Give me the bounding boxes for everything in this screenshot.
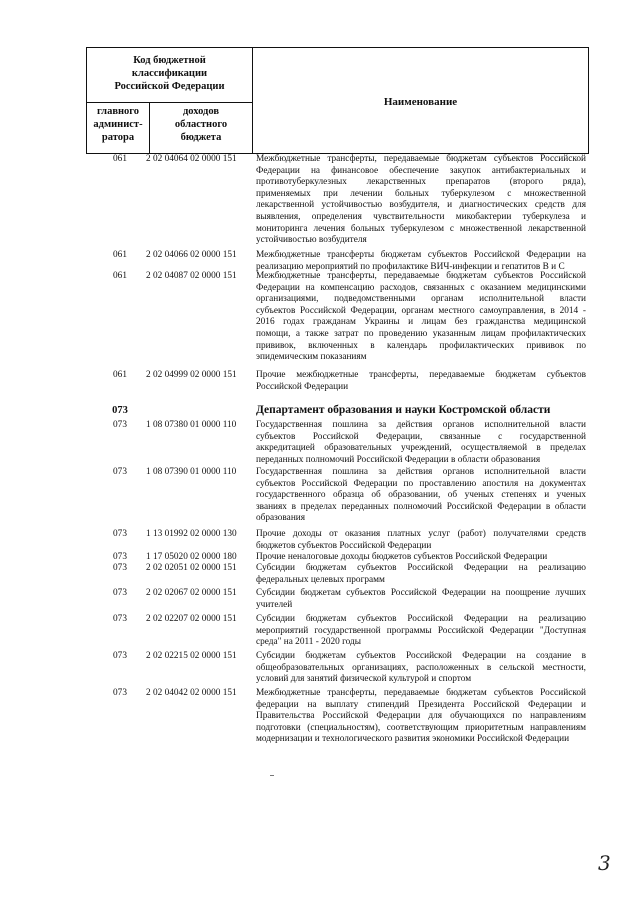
page-number: 3 (598, 851, 611, 875)
name-line: образования (256, 513, 306, 524)
admin-code: 061 (113, 154, 127, 164)
admin-code: 073 (113, 563, 127, 573)
name-line: Прочие неналоговые доходы бюджетов субъектов Российской Федерации (256, 552, 548, 562)
budget-code: 2 02 02067 02 0000 151 (146, 588, 237, 598)
income-name (256, 250, 586, 273)
name-line: Субсидии бюджетам субъектов Российской Федерации на реализацию (256, 563, 586, 573)
budget-code: 2 02 04042 02 0000 151 (146, 688, 237, 698)
income-name (256, 370, 586, 393)
admin-code: 061 (113, 271, 127, 281)
name-line: среда" на 2011 - 2020 годы (256, 637, 362, 648)
name-line: прививок, включенных в календарь профилактических прививок по (256, 340, 586, 351)
budget-code: 1 13 01992 02 0000 130 (146, 529, 237, 539)
department-name (256, 405, 586, 417)
name-line: субъектов Российской Федерации, органам местного самоуправления, в 2014 - (256, 305, 586, 316)
name-line: помощи, а также затрат по проведению указанным лицам профилактических (256, 328, 586, 339)
name-line: мероприятий государственной программы Российской Федерации "Доступная (256, 625, 586, 636)
name-line: реализацию мероприятий по профилактике ВИЧ-инфекции и гепатитов В и С (256, 261, 565, 272)
name-line: Прочие доходы от оказания платных услуг (работ) получателями средств (256, 529, 586, 539)
name-line: Департамент образования и науки Костромской области (256, 404, 551, 416)
admin-code: 073 (113, 614, 127, 624)
name-line: условий для занятий физической культурой и спортом (256, 674, 472, 685)
income-name (256, 552, 586, 564)
name-line: Правительства Российской Федерации для обучающихся по направлениям (256, 711, 586, 722)
admin-code: 073 (113, 688, 127, 698)
name-line: Субсидии бюджетам субъектов Российской Федерации на создание в (256, 651, 586, 661)
name-line: Межбюджетные трансферты, передаваемые бюджетам субъектов Российской (256, 271, 586, 281)
income-name (256, 154, 586, 247)
name-line: Прочие межбюджетные трансферты, передаваемые бюджетам субъектов (256, 370, 586, 380)
income-name (256, 563, 586, 586)
income-name (256, 420, 586, 466)
name-line: государственного образца об образовании, об ученых степенях и ученых (256, 490, 586, 501)
name-column-header: Наименование (383, 96, 458, 108)
name-line: Субсидии бюджетам субъектов Российской Федерации на поощрение лучших (256, 588, 586, 598)
name-line: подготовки (специальностям), соответствующим приоритетным направлениям (256, 722, 586, 733)
income-column-header: доходов областного бюджета (174, 106, 228, 143)
admin-code: 073 (113, 420, 127, 430)
budget-code: 2 02 04087 02 0000 151 (146, 271, 237, 281)
admin-code: 073 (113, 529, 127, 539)
budget-code: 1 08 07390 01 0000 110 (146, 467, 237, 477)
name-line: федеральных целевых программ (256, 574, 385, 585)
income-name (256, 651, 586, 686)
name-line: федерации на выплату стипендий Президента Российской Федерации и (256, 699, 586, 710)
name-line: выявления, определения чувствительности микобактерии туберкулеза и (256, 211, 586, 222)
name-line: переданных полномочий Российской Федерации в области образования (256, 454, 541, 465)
name-line: Межбюджетные трансферты, передаваемые бюджетам субъектов Российской (256, 154, 586, 164)
budget-code: 2 02 04066 02 0000 151 (146, 250, 237, 260)
name-line: бюджетов субъектов Российской Федерации (256, 540, 432, 551)
admin-code: 073 (113, 651, 127, 661)
name-line: Межбюджетные трансферты, передаваемые бюджетам субъектов Российской (256, 688, 586, 698)
name-line: субъектов Российской Федерации по проставлению апостиля на документах (256, 478, 586, 489)
name-line: эпидемическим показаниям (256, 352, 367, 363)
name-line: Государственная пошлина за действия органов исполнительной власти (256, 467, 586, 477)
income-name (256, 688, 586, 746)
income-name (256, 614, 586, 649)
name-line: Межбюджетные трансферты бюджетам субъектов Российской Федерации на (256, 250, 586, 260)
name-line: Федерации на финансовое обеспечение закупок антибактериальных и (256, 165, 586, 176)
budget-code: 2 02 02207 02 0000 151 (146, 614, 237, 624)
name-line: лекарственной устойчивостью возбудителя, и диагностических средств для (256, 200, 586, 211)
name-line: учителей (256, 599, 293, 610)
admin-code: 073 (113, 552, 127, 562)
budget-code: 1 08 07380 01 0000 110 (146, 420, 237, 430)
name-line: общеобразовательных организациях, расположенных в сельской местности, (256, 662, 586, 673)
header-divider (87, 102, 252, 103)
name-line: аккредитацией образовательных учреждений, осуществляемой в пределах (256, 443, 586, 454)
admin-code: 061 (113, 370, 127, 380)
name-line: званиях в пределах переданных полномочий Российской Федерации в области (256, 501, 586, 512)
table-header (86, 47, 589, 154)
budget-code: 2 02 04064 02 0000 151 (146, 154, 237, 164)
income-name (256, 271, 586, 364)
name-line: мониторинга лечения больных туберкулезом с множественной лекарственной (256, 223, 586, 234)
name-line: 2016 годах гражданам Украины и лицам без гражданства медицинской (256, 317, 586, 328)
budget-code: 2 02 04999 02 0000 151 (146, 370, 237, 380)
income-name (256, 467, 586, 525)
admin-code: 073 (112, 405, 128, 416)
name-line: модернизации и технологического развития экономики Российской Федерации (256, 734, 570, 745)
name-line: противотуберкулезных лекарственных препаратов (второго ряда), (256, 177, 586, 188)
admin-code: 061 (113, 250, 127, 260)
budget-code: 1 17 05020 02 0000 180 (146, 552, 237, 562)
name-line: применяемых при лечении больных туберкулезом с множественной (256, 188, 586, 199)
name-line: Российской Федерации (256, 381, 349, 392)
name-line: субъектов Российской Федерации, связанные с государственной (256, 431, 586, 442)
name-line: устойчивостью возбудителя (256, 235, 367, 246)
admin-column-header: главного админист- ратора (93, 106, 143, 143)
budget-code: 2 02 02215 02 0000 151 (146, 651, 237, 661)
code-group-header: Код бюджетной классификации Российской Федерации (114, 55, 225, 92)
name-line: Федерации на компенсацию расходов, связанных с оказанием медицинскими (256, 282, 586, 293)
budget-code: 2 02 02051 02 0000 151 (146, 563, 237, 573)
admin-code: 073 (113, 588, 127, 598)
admin-code: 073 (113, 467, 127, 477)
income-name (256, 588, 586, 611)
income-name (256, 529, 586, 552)
name-line: организациями, подведомственными органам исполнительной власти (256, 294, 586, 305)
name-line: Субсидии бюджетам субъектов Российской Федерации на реализацию (256, 614, 586, 624)
name-line: Государственная пошлина за действия органов исполнительной власти (256, 420, 586, 430)
separator-mark (270, 775, 274, 776)
